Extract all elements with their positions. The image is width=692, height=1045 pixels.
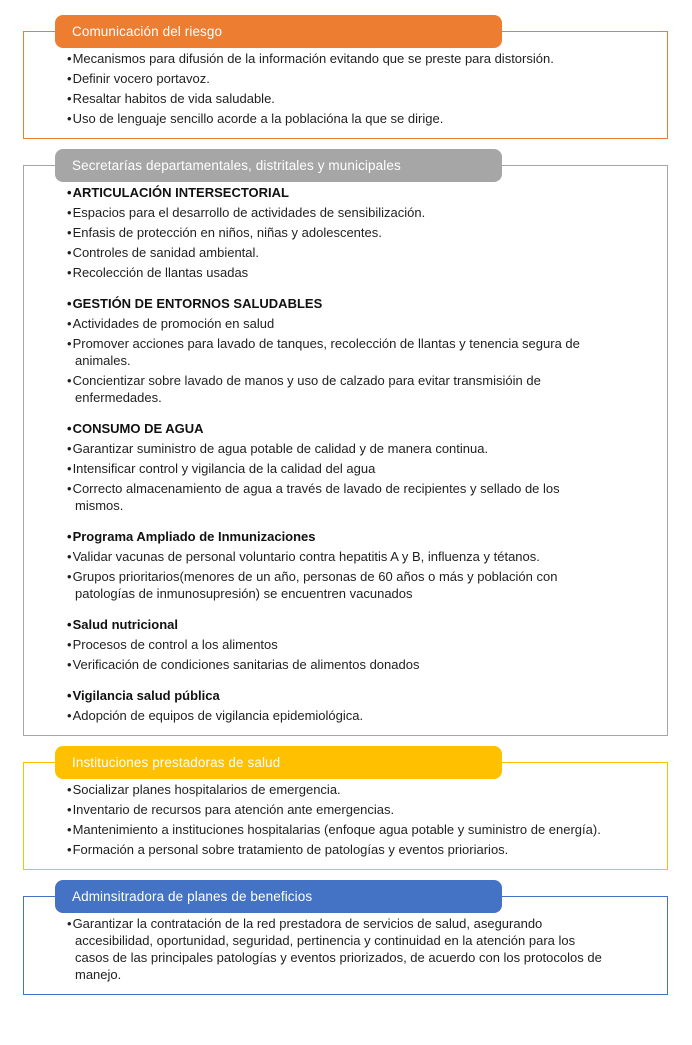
bullet-icon: • xyxy=(67,441,72,456)
bullet-text: CONSUMO DE AGUA xyxy=(72,421,204,436)
bullet-icon: • xyxy=(67,205,72,220)
bullet-text: Socializar planes hospitalarios de emergencia. xyxy=(72,782,341,797)
bullet-item xyxy=(67,335,605,369)
bullet-item xyxy=(67,821,605,838)
bullet-text: Garantizar suministro de agua potable de calidad y de manera continua. xyxy=(72,441,489,456)
bullet-item xyxy=(67,90,605,107)
section-title: Adminsitradora de planes de beneficios xyxy=(72,889,313,904)
section-content xyxy=(67,184,605,724)
bullet-item xyxy=(67,656,605,673)
bullet-text: Enfasis de protección en niños, niñas y adolescentes. xyxy=(72,225,382,240)
bullet-text: Controles de sanidad ambiental. xyxy=(72,245,260,260)
sections-container xyxy=(23,15,668,995)
bullet-item xyxy=(67,50,605,67)
bullet-icon: • xyxy=(67,802,72,817)
section-3 xyxy=(23,746,668,870)
bullet-group xyxy=(67,420,605,514)
bullet-icon: • xyxy=(67,461,72,476)
bullet-text: Garantizar la contratación de la red prestadora de servicios de salud, asegurando accesibilidad, oportunidad, seguridad, pertinencia y continuidad en la atención para los casos de las principales patologías y eventos priorizados, de acuerdo con los protocolos de manejo. xyxy=(72,916,602,982)
bullet-item xyxy=(67,460,605,477)
bullet-text: Salud nutricional xyxy=(72,617,179,632)
bullet-icon: • xyxy=(67,225,72,240)
bullet-item xyxy=(67,420,605,437)
section-title: Secretarías departamentales, distritales y municipales xyxy=(72,158,401,173)
bullet-icon: • xyxy=(67,657,72,672)
bullet-icon: • xyxy=(67,373,72,388)
bullet-item xyxy=(67,295,605,312)
bullet-text: Definir vocero portavoz. xyxy=(72,71,210,86)
bullet-text: Adopción de equipos de vigilancia epidemiológica. xyxy=(72,708,364,723)
bullet-text: ARTICULACIÓN INTERSECTORIAL xyxy=(72,185,289,200)
bullet-text: Grupos prioritarios(menores de un año, personas de 60 años o más y población con patologías de inmunosupresión) se encuentren vacunados xyxy=(72,569,558,601)
bullet-icon: • xyxy=(67,688,72,703)
bullet-icon: • xyxy=(67,245,72,260)
bullet-text: Uso de lenguaje sencillo acorde a la poblacióna la que se dirige. xyxy=(72,111,444,126)
bullet-text: Actividades de promoción en salud xyxy=(72,316,275,331)
bullet-text: Formación a personal sobre tratamiento de patologías y eventos prioriarios. xyxy=(72,842,509,857)
bullet-text: Verificación de condiciones sanitarias de alimentos donados xyxy=(72,657,420,672)
bullet-item xyxy=(67,915,605,983)
bullet-text: Vigilancia salud pública xyxy=(72,688,220,703)
bullet-item xyxy=(67,224,605,241)
section-content xyxy=(67,781,605,858)
bullet-text: Inventario de recursos para atención ante emergencias. xyxy=(72,802,395,817)
bullet-text: Recolección de llantas usadas xyxy=(72,265,249,280)
bullet-group xyxy=(67,184,605,281)
bullet-group xyxy=(67,687,605,724)
bullet-icon: • xyxy=(67,51,72,66)
bullet-icon: • xyxy=(67,316,72,331)
bullet-item xyxy=(67,707,605,724)
bullet-icon: • xyxy=(67,637,72,652)
bullet-icon: • xyxy=(67,111,72,126)
bullet-item xyxy=(67,110,605,127)
section-title: Instituciones prestadoras de salud xyxy=(72,755,281,770)
section-header-tab xyxy=(55,15,502,48)
bullet-item xyxy=(67,440,605,457)
bullet-text: Programa Ampliado de Inmunizaciones xyxy=(72,529,316,544)
bullet-item xyxy=(67,568,605,602)
bullet-text: Intensificar control y vigilancia de la calidad del agua xyxy=(72,461,376,476)
bullet-icon: • xyxy=(67,296,72,311)
bullet-text: Correcto almacenamiento de agua a través de lavado de recipientes y sellado de los mismos. xyxy=(72,481,560,513)
bullet-item xyxy=(67,636,605,653)
bullet-text: GESTIÓN DE ENTORNOS SALUDABLES xyxy=(72,296,323,311)
bullet-icon: • xyxy=(67,71,72,86)
bullet-icon: • xyxy=(67,336,72,351)
section-header-tab xyxy=(55,880,502,913)
bullet-text: Mantenimiento a instituciones hospitalarias (enfoque agua potable y suministro de energía). xyxy=(72,822,601,837)
section-2 xyxy=(23,149,668,736)
bullet-item xyxy=(67,801,605,818)
bullet-group xyxy=(67,616,605,673)
bullet-icon: • xyxy=(67,265,72,280)
bullet-item xyxy=(67,616,605,633)
bullet-item xyxy=(67,687,605,704)
section-header-tab xyxy=(55,746,502,779)
bullet-text: Resaltar habitos de vida saludable. xyxy=(72,91,275,106)
bullet-icon: • xyxy=(67,421,72,436)
bullet-item xyxy=(67,244,605,261)
bullet-icon: • xyxy=(67,549,72,564)
bullet-item xyxy=(67,184,605,201)
bullet-item xyxy=(67,70,605,87)
bullet-icon: • xyxy=(67,842,72,857)
bullet-text: Procesos de control a los alimentos xyxy=(72,637,278,652)
section-box xyxy=(23,165,668,736)
bullet-icon: • xyxy=(67,617,72,632)
section-content xyxy=(67,50,605,127)
bullet-text: Promover acciones para lavado de tanques, recolección de llantas y tenencia segura de animales. xyxy=(72,336,580,368)
bullet-item xyxy=(67,841,605,858)
bullet-icon: • xyxy=(67,782,72,797)
bullet-icon: • xyxy=(67,185,72,200)
bullet-text: Validar vacunas de personal voluntario contra hepatitis A y B, influenza y tétanos. xyxy=(72,549,540,564)
bullet-group xyxy=(67,50,605,127)
section-content xyxy=(67,915,605,983)
bullet-item xyxy=(67,264,605,281)
bullet-item xyxy=(67,372,605,406)
section-4 xyxy=(23,880,668,995)
bullet-icon: • xyxy=(67,708,72,723)
bullet-item xyxy=(67,528,605,545)
section-title: Comunicación del riesgo xyxy=(72,24,223,39)
bullet-text: Concientizar sobre lavado de manos y uso de calzado para evitar transmisióin de enfermedades. xyxy=(72,373,541,405)
bullet-icon: • xyxy=(67,529,72,544)
bullet-group xyxy=(67,915,605,983)
section-1 xyxy=(23,15,668,139)
bullet-item xyxy=(67,480,605,514)
bullet-group xyxy=(67,781,605,858)
bullet-icon: • xyxy=(67,481,72,496)
bullet-icon: • xyxy=(67,822,72,837)
bullet-item xyxy=(67,781,605,798)
bullet-group xyxy=(67,528,605,602)
bullet-text: Mecanismos para difusión de la información evitando que se preste para distorsión. xyxy=(72,51,554,66)
bullet-text: Espacios para el desarrollo de actividades de sensibilización. xyxy=(72,205,426,220)
section-header-tab xyxy=(55,149,502,182)
bullet-icon: • xyxy=(67,569,72,584)
bullet-icon: • xyxy=(67,91,72,106)
bullet-item xyxy=(67,204,605,221)
bullet-item xyxy=(67,548,605,565)
bullet-icon: • xyxy=(67,916,72,931)
bullet-group xyxy=(67,295,605,406)
bullet-item xyxy=(67,315,605,332)
